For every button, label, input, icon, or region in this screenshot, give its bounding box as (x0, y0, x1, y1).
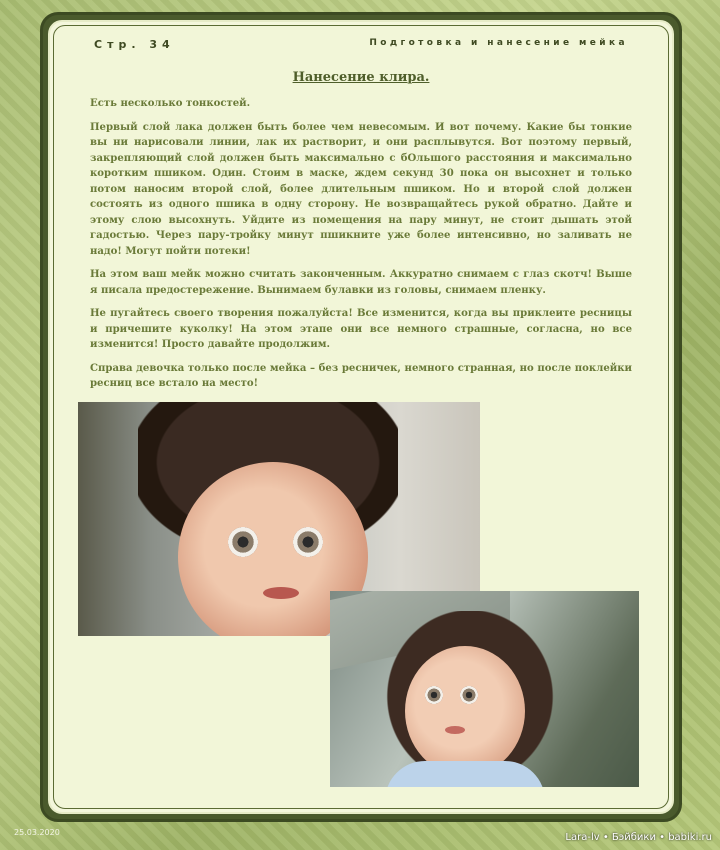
paragraph-2: Первый слой лака должен быть более чем невесомым. И вот почему. Какие бы тонкие вы ни нарисовали линии, лак их растворит, и они расплывутся. Вот поэтому первый, закрепляющий слой должен быть максимально с бОльшого расстояния и максимально коротким пшиком. Один. Стоим в маске, ждем секунд 30 пока он высохнет и только потом наносим второй слой, более длительным пшиком. Но и второй слой должен состоять из одного пшика в одну сторону. Не возвращайтесь рукой обратно. Дайте и этому слою высохнуть. Уйдите из помещения на пару минут, не стоит дышать этой гадостью. Через пару-тройку минут пшикните уже более интенсивно, но заливать не надо! Могут пойти потеки! (90, 121, 632, 257)
doll-eye-right (460, 686, 478, 704)
doll-face (405, 646, 525, 776)
paragraph-4: Не пугайтесь своего творения пожалуйста! Все изменится, когда вы приклеите ресницы и причешите куколку! На этом этапе они все немного страшные, согласна, но все изменится! Просто давайте продолжим. (90, 308, 632, 350)
doll-dress (385, 761, 545, 787)
doll-eye-left (425, 686, 443, 704)
doll-mouth (263, 587, 299, 599)
paragraph-5: Справа девочка только после мейка – без ресничек, немного странная, но после поклейки ресниц все встало на место! (90, 362, 632, 389)
article-title: Нанесение клира. (292, 70, 430, 85)
page-frame (40, 12, 682, 822)
site-watermark: Lara-lv • Бэйбики • babiki.ru (565, 832, 712, 843)
page (53, 25, 669, 809)
paragraph-1: Есть несколько тонкостей. (90, 98, 251, 109)
paragraph-3: На этом ваш мейк можно считать законченным. Аккуратно снимаем с глаз скотч! Выше я писала предостережение. Вынимаем булавки из головы, снимаем пленку. (90, 269, 632, 296)
section-title: Подготовка и нанесение мейка (369, 38, 628, 48)
date-stamp: 25.03.2020 (14, 828, 60, 837)
doll-mouth (445, 726, 465, 734)
doll-eye-left (228, 527, 258, 557)
page-number: Стр. 34 (94, 38, 175, 51)
doll-eye-right (293, 527, 323, 557)
article-body (90, 96, 632, 400)
doll-photo-after-lashes (330, 591, 639, 787)
page-frame-inner (48, 20, 674, 814)
